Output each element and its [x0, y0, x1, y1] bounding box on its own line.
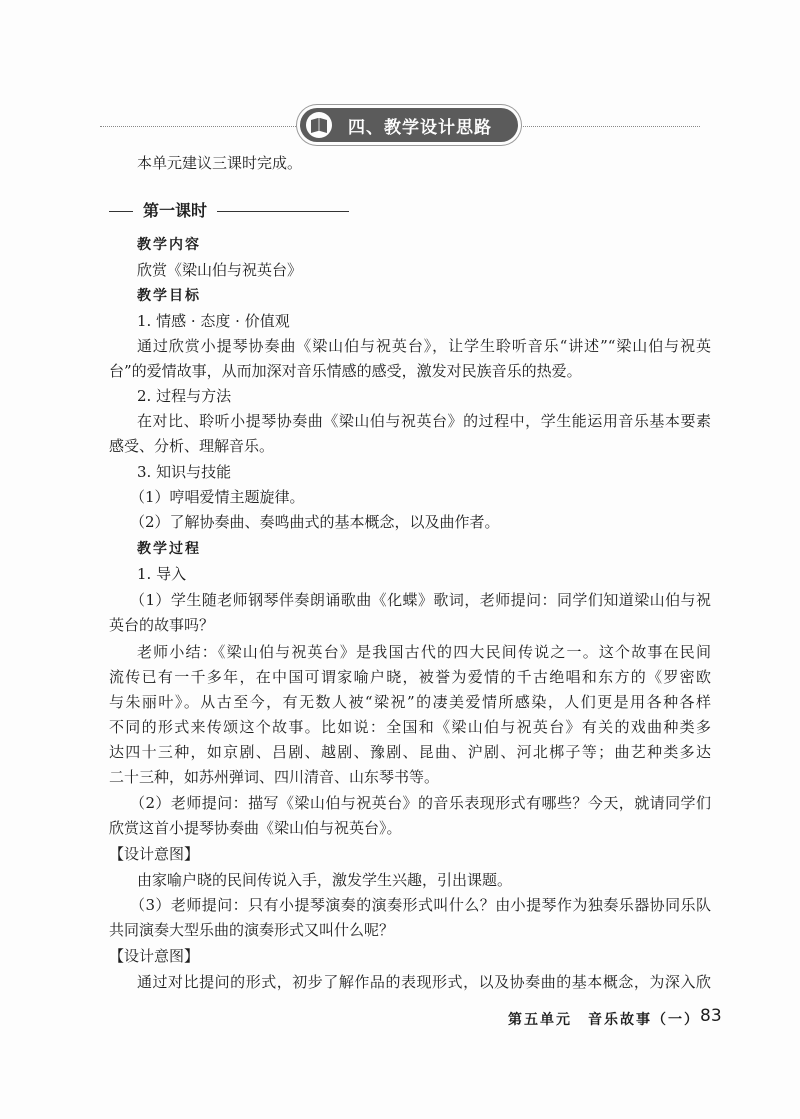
- paragraph-line: （1）学生随老师钢琴伴奏朗诵歌曲《化蝶》歌词，老师提问：同学们知道梁山伯与祝: [130, 591, 711, 609]
- goal3-item: （1）哼唱爱情主题旋律。: [130, 488, 305, 506]
- goal2-paragraph-line: 感受、分析、理解音乐。: [109, 437, 275, 455]
- goal1-paragraph-line: 台”的爱情故事，从而加深对音乐情感的感受，激发对民族音乐的热爱。: [109, 362, 582, 380]
- lesson-rule-left: [109, 211, 133, 212]
- content-heading: 教学内容: [137, 237, 201, 253]
- goal2-paragraph-line: 在对比、聆听小提琴协奏曲《梁山伯与祝英台》的过程中，学生能运用音乐基本要素: [137, 412, 711, 430]
- goal3-title: 3. 知识与技能: [137, 463, 232, 481]
- content-text: 欣赏《梁山伯与祝英台》: [137, 261, 303, 279]
- paragraph-line: 与朱丽叶》。从古至今，有无数人被“梁祝”的凄美爱情所感染，人们更是用各种各样: [109, 693, 711, 711]
- section-header: [300, 108, 518, 142]
- page-number: 83: [700, 1006, 722, 1026]
- design-intent-text: 通过对比提问的形式，初步了解作品的表现形式，以及协奏曲的基本概念，为深入欣: [137, 973, 711, 991]
- paragraph-line: 不同的形式来传颂这个故事。比如说：全国和《梁山伯与祝英台》有关的戏曲种类多: [109, 718, 711, 736]
- design-intent-text: 由家喻户晓的民间传说入手，激发学生兴趣，引出课题。: [137, 871, 513, 889]
- goals-heading: 教学目标: [137, 288, 201, 304]
- goal2-title: 2. 过程与方法: [137, 387, 232, 405]
- book-icon: [306, 112, 332, 138]
- paragraph-line: 老师小结：《梁山伯与祝英台》是我国古代的四大民间传说之一。这个故事在民间: [137, 643, 711, 661]
- paragraph-line: 英台的故事吗？: [109, 616, 215, 634]
- paragraph-line: 达四十三种，如京剧、吕剧、越剧、豫剧、昆曲、沪剧、河北梆子等；曲艺种类多达: [109, 743, 711, 761]
- design-intent-label: 【设计意图】: [109, 947, 200, 965]
- paragraph-line: 流传已有一千多年，在中国可谓家喻户晓，被誉为爱情的千古绝唱和东方的《罗密欧: [109, 668, 711, 686]
- section-title: 四、教学设计思路: [348, 118, 492, 138]
- process-heading: 教学过程: [137, 541, 201, 557]
- lesson-rule-right: [217, 211, 349, 212]
- paragraph-line: 二十三种，如苏州弹词、四川清音、山东琴书等。: [109, 768, 440, 786]
- page-footer: [508, 1006, 722, 1030]
- paragraph-line: （3）老师提问：只有小提琴演奏的演奏形式叫什么？由小提琴作为独奏乐器协同乐队: [130, 896, 711, 914]
- design-intent-label: 【设计意图】: [109, 845, 200, 863]
- goal1-title: 1. 情感 · 态度 · 价值观: [137, 312, 290, 330]
- paragraph-line: 共同演奏大型乐曲的演奏形式又叫什么呢？: [109, 921, 395, 939]
- paragraph-line: 欣赏这首小提琴协奏曲《梁山伯与祝英台》。: [109, 819, 402, 837]
- intro-text: 本单元建议三课时完成。: [137, 154, 303, 172]
- step1-title: 1. 导入: [137, 565, 187, 583]
- footer-unit-title: 第五单元 音乐故事（一）: [508, 1012, 700, 1028]
- goal1-paragraph-line: 通过欣赏小提琴协奏曲《梁山伯与祝英台》，让学生聆听音乐“讲述”“梁山伯与祝英: [137, 337, 711, 355]
- lesson-title: 第一课时: [143, 201, 208, 220]
- goal3-item: （2）了解协奏曲、奏鸣曲式的基本概念，以及曲作者。: [130, 513, 500, 531]
- lesson-heading: [109, 200, 349, 222]
- paragraph-line: （2）老师提问：描写《梁山伯与祝英台》的音乐表现形式有哪些？今天，就请同学们: [130, 794, 711, 812]
